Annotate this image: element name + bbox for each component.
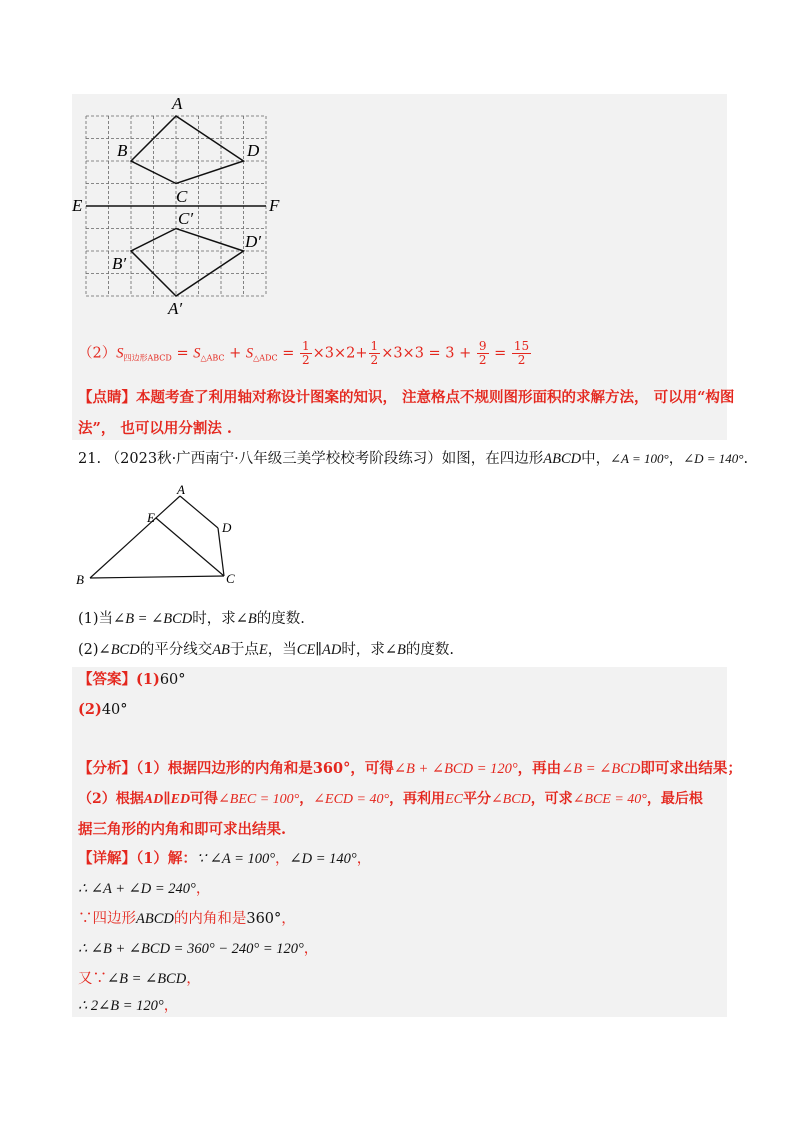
segment-dc [218, 528, 224, 576]
label-f: F [269, 196, 280, 215]
fraction-3: $\frac{9}{2}$ [478, 339, 487, 367]
label-a: A [172, 94, 183, 113]
analysis-line-2: （2）根据AD∥ED可得∠BEC = 100°，∠ECD = 40°，再利用EC平分∠BCD，可求∠BCE = 40°，最后根 [78, 791, 703, 807]
symmetry-grid-figure [70, 94, 290, 320]
label-c: C [226, 571, 235, 586]
label-a-prime: A′ [168, 299, 183, 318]
analysis-line-1: 【分析】（1）根据四边形的内角和是360°，可得∠B + ∠BCD = 120°，再由∠B = ∠BCD即可求出结果； [78, 760, 742, 777]
segment-bc [90, 576, 224, 578]
solution-panel-bottom [72, 667, 727, 1017]
label-b: B [117, 141, 128, 160]
label-d: D [247, 141, 260, 160]
label-d-prime: D′ [245, 232, 261, 251]
label-b-prime: B′ [112, 254, 127, 273]
label-b: B [76, 572, 84, 587]
fraction-2: $\frac{1}{2}$ [370, 339, 379, 367]
detail-line-4: ∴ ∠B + ∠BCD = 360° − 240° = 120°， [78, 941, 319, 957]
detail-line-6: ∴ 2∠B = 120°， [78, 998, 179, 1014]
answer-line-1: 【答案】(1)60° [78, 671, 186, 688]
label-e: E [72, 196, 83, 215]
detail-line-3: ∵四边形ABCD的内角和是360°， [78, 911, 296, 927]
answer-line-2: (2)40° [78, 701, 128, 718]
quadrilateral-figure [72, 482, 252, 592]
quad-abcd-reflected [131, 229, 244, 297]
label-e: E [147, 510, 155, 525]
solution-2-formula: $(2)S_{四边形ABCD} = S_{\triangle ABC} + S_{\triangle ADC}$ = $\frac{1}{2}$ ×3×2+ $\frac{1}{2}$ ×3×3 = 3 + $\frac{9}{2}$ = $\frac{15}{2}$ [78, 339, 530, 367]
label-c: C [176, 187, 188, 206]
fraction-4: $\frac{15}{2}$ [513, 339, 530, 367]
comment-line-2: 法”， 也可以用分割法 . [78, 420, 232, 437]
label-a: A [177, 482, 185, 497]
detail-line-2: ∴ ∠A + ∠D = 240°， [78, 881, 211, 897]
label-c-prime: C′ [178, 209, 194, 228]
segment-ec [156, 518, 224, 576]
quad-abcd [131, 116, 244, 184]
segment-ad [180, 496, 218, 528]
detail-line-1: 【详解】（1）解：∵ ∠A = 100°，∠D = 140°， [78, 850, 372, 867]
label-d: D [222, 520, 232, 535]
sub-question-1: (1)当∠B = ∠BCD时，求∠B的度数. [78, 611, 305, 627]
comment-line-1: 【点睛】本题考查了利用轴对称设计图案的知识， 注意格点不规则图形面积的求解方法， 可以用“构图 [78, 389, 735, 406]
sub-question-2: (2)∠BCD的平分线交AB于点E，当CE∥AD时，求∠B的度数. [78, 642, 454, 658]
analysis-line-3: 据三角形的内角和即可求出结果. [78, 821, 287, 838]
segment-ab [90, 496, 180, 578]
fraction-1: $\frac{1}{2}$ [302, 339, 310, 367]
detail-line-5: 又∵∠B = ∠BCD， [78, 971, 201, 987]
question-21-stem: 21. （2023秋·广西南宁·八年级三美学校校考阶段练习）如图，在四边形ABCD中，∠A = 100°，∠D = 140°. [78, 451, 749, 467]
